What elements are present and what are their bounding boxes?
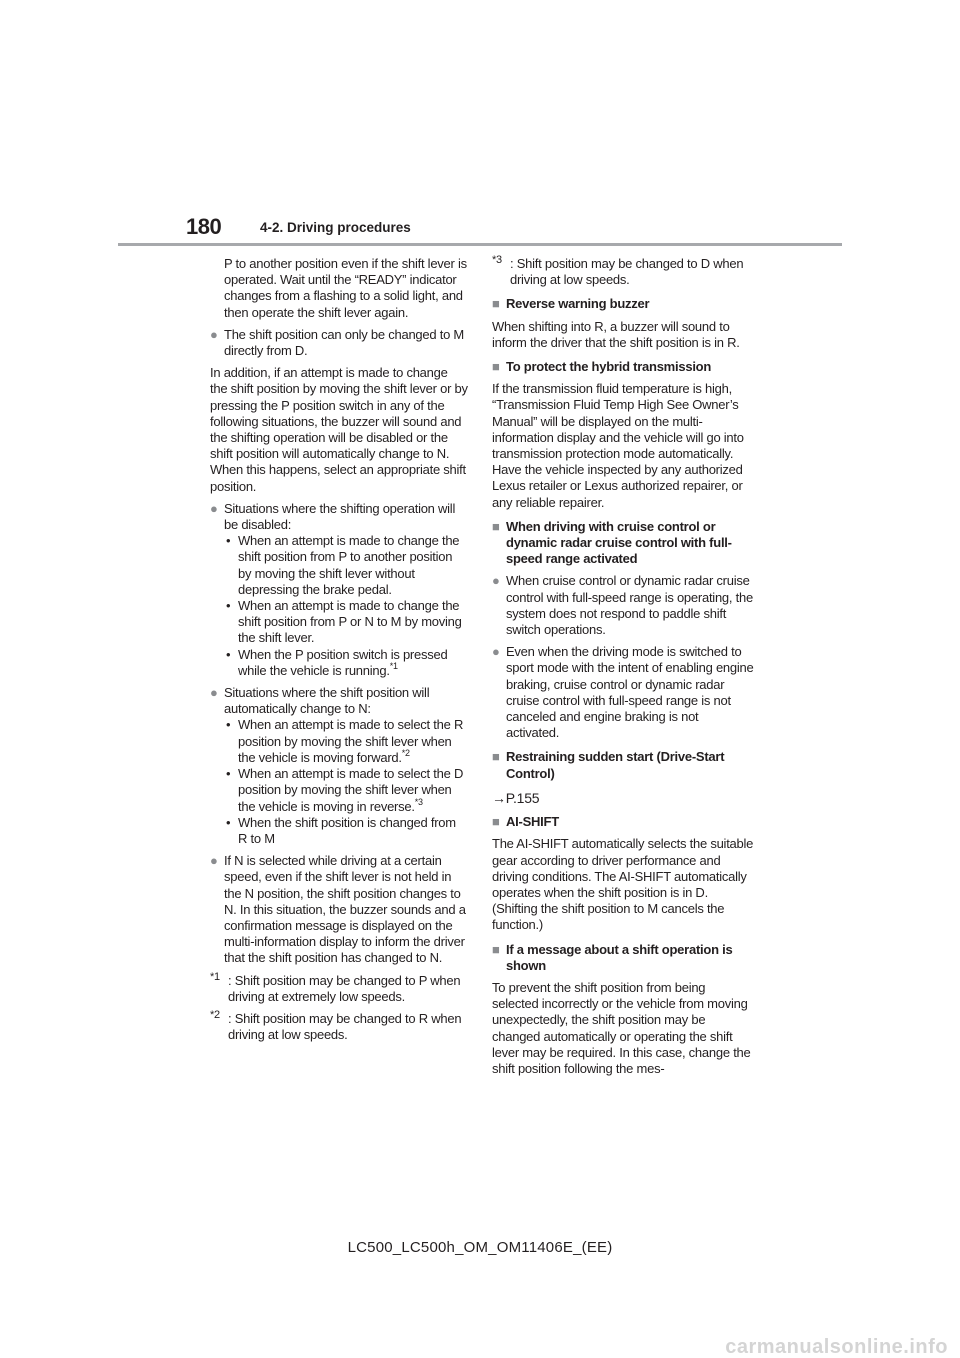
list-item: • When an attempt is made to change the shift position from P to another position by moving the shift lever without depressing the brake pedal. (226, 533, 460, 597)
square-bullet-icon: ■ (492, 518, 500, 534)
paragraph-aishift: The AI-SHIFT automatically selects the suitable gear according to driver performance and driving conditions. The AI-SHIFT automatically operates when the shift position is in D. (Shifting the shift position to M cancels the function.) (492, 836, 754, 933)
paragraph-message: To prevent the shift position from being selected incorrectly or the vehicle from moving unexpectedly, the shift position may be changed automatically or operating the shift lever may be required. In this case, change the shift position following the mes- (492, 979, 751, 1076)
bullet-cruise-1: ● When cruise control or dynamic radar cruise control with full-speed range is operating, the system does not respond to paddle shift switch operations. (492, 573, 753, 638)
square-bullet-icon: ■ (492, 749, 500, 765)
bullet-auto-n: ● Situations where the shift position will automatically change to N: • When an attempt is made to select the R position by moving the shift lever when the vehicle is moving forward.$^{*2}$ • When an attempt is made to select the D position by moving the shift lever when the vehicle is moving in reverse.$^{*3}$ • When the shift position is changed from R to M (210, 685, 468, 847)
paragraph-protect: If the transmission fluid temperature is high, “Transmission Fluid Temp High See Owner’s Manual” will be displayed on the multi-information display and the vehicle will go into transmission protection mode automatically. Have the vehicle inspected by any authorized Lexus retailer or Lexus authorized repairer, or any reliable repairer. (492, 381, 744, 510)
list-item: • When an attempt is made to select the D position by moving the shift lever when the vehicle is moving in reverse.$^{*3}$ (226, 766, 464, 814)
paragraph-addition: In addition, if an attempt is made to change the shift position by moving the shift lever or by pressing the P position switch in any of the following situations, the buzzer will sound and the shifting operation will be disabled or the shift position will automatically change to N. When this happens, select an appropriate shift position. (210, 365, 468, 494)
bullet-circle-icon: ● (492, 573, 500, 589)
bullet-n-selected: ● If N is selected while driving at a certain speed, even if the shift lever is not held in the N position, the shift position changes to N. In this situation, the buzzer sounds and a confirmation message is displayed on the multi-information display to inform the driver that the shift position has changed to N. (210, 853, 466, 966)
header-rule (118, 243, 842, 246)
svg-text:carmanualsonline.info: carmanualsonline.info (725, 1336, 948, 1358)
bullet-circle-icon: ● (210, 685, 218, 701)
bullet-circle-icon: ● (210, 853, 218, 869)
watermark (0, 1336, 960, 1358)
bullet-cruise-2: ● Even when the driving mode is switched to sport mode with the intent of enabling engine braking, cruise control or dynamic radar cruise control with full-speed range is not canceled and engine braking is not activated. (492, 644, 754, 741)
footnote-2: *2 : Shift position may be changed to R when driving at low speeds. (210, 1008, 462, 1043)
heading-aishift: ■ AI-SHIFT (492, 814, 559, 830)
page-number: 180 (186, 214, 222, 239)
bullet-circle-icon: ● (492, 644, 500, 660)
list-item: • When the shift position is changed from R to M (226, 814, 456, 846)
paragraph-reverse: When shifting into R, a buzzer will sound to inform the driver that the shift position is in R. (492, 318, 740, 350)
right-column (492, 256, 754, 1083)
bullet-circle-icon: ● (210, 326, 218, 342)
document-code: LC500_LC500h_OM_OM11406E_(EE) (347, 1239, 613, 1256)
heading-restrain: ■ Restraining sudden start (Drive-Start Control) (492, 749, 725, 781)
section-title: 4-2. Driving procedures (260, 220, 411, 235)
left-column (210, 256, 468, 1049)
square-bullet-icon: ■ (492, 814, 500, 830)
heading-protect: ■ To protect the hybrid transmission (492, 359, 712, 375)
square-bullet-icon: ■ (492, 359, 500, 375)
continued-text: P to another position even if the shift lever is operated. Wait until the “READY” indicator changes from a flashing to a solid light, and then operate the shift lever again. (224, 256, 467, 320)
footnote-ref: *2 (401, 747, 410, 758)
bullet-disabled: ● Situations where the shifting operation will be disabled: • When an attempt is made to change the shift position from P to another position by moving the shift lever without depressing the brake pedal. • When an attempt is made to change the shift position from P or N to M by moving the shift lever. • When the P position switch is pressed while the vehicle is running.$^{*1}$ (210, 501, 468, 679)
square-bullet-icon: ■ (492, 941, 500, 957)
square-bullet-icon: ■ (492, 296, 500, 312)
bullet-circle-icon: ● (210, 500, 218, 516)
list-item: • When an attempt is made to select the R position by moving the shift lever when the vehicle is moving forward.$^{*2}$ (226, 717, 464, 765)
page-header (0, 0, 960, 250)
bullet-m-only: ● The shift position can only be changed to M directly from D. (210, 326, 465, 359)
watermark-logo (0, 1336, 960, 1358)
heading-cruise: ■ When driving with cruise control or dynamic radar cruise control with full-speed range activated (492, 518, 732, 567)
footnote-ref: *3 (414, 796, 423, 807)
footnote-3: *3 : Shift position may be changed to D when driving at low speeds. (492, 254, 744, 288)
list-item: • When the P position switch is pressed while the vehicle is running.$^{*1}$ (226, 646, 448, 678)
heading-reverse-buzzer: ■ Reverse warning buzzer (492, 296, 650, 312)
footnote-ref: *1 (389, 660, 398, 671)
list-item: • When an attempt is made to change the shift position from P or N to M by moving the shift lever. (226, 598, 462, 646)
heading-message: ■ If a message about a shift operation is shown (492, 941, 733, 973)
footnote-1: *1 : Shift position may be changed to P when driving at extremely low speeds. (210, 970, 461, 1004)
page-reference-link[interactable]: →P.155 (492, 789, 540, 806)
